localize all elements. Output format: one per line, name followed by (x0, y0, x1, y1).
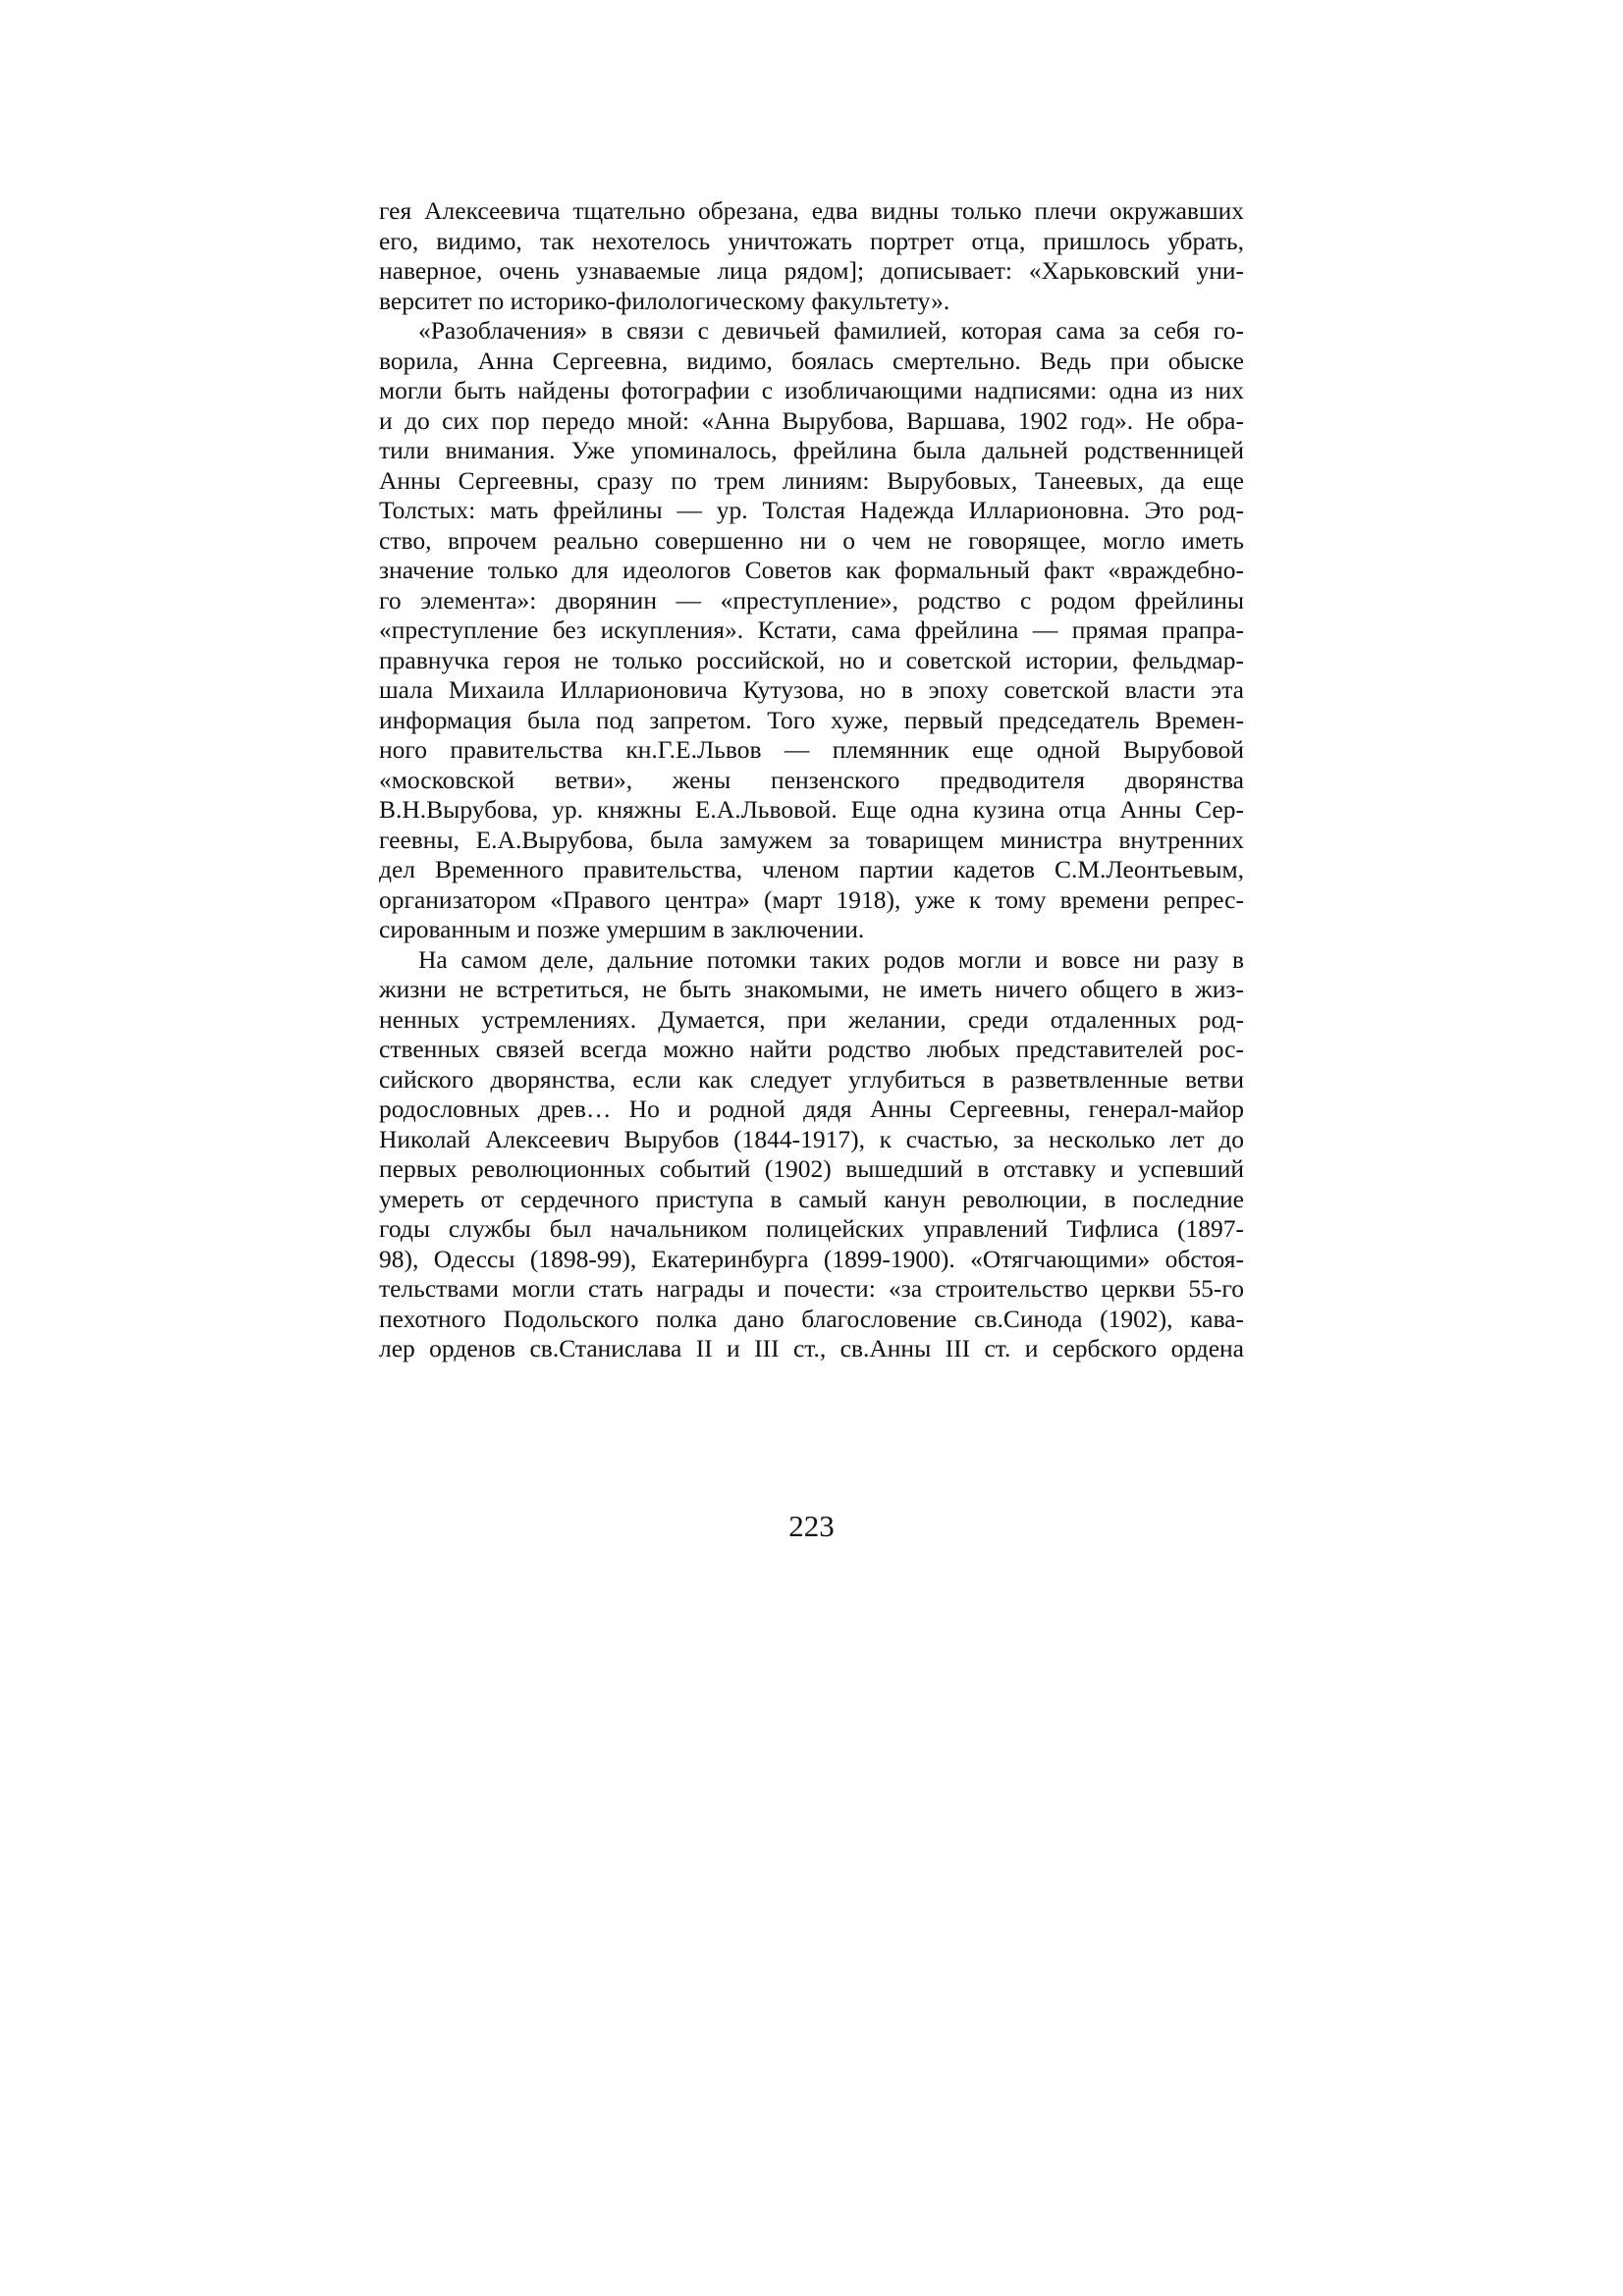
text-line: тили внимания. Уже упоминалось, фрейлина была дальней родственницей (379, 436, 1244, 464)
text-line: ненных устремлениях. Думается, при желании, среди отдаленных род- (379, 1004, 1244, 1034)
text-line: дел Временного правительства, членом партии кадетов С.М.Леонтьевым, (379, 855, 1244, 883)
text-line: его, видимо, так нехотелось уничтожать портрет отца, пришлось убрать, (379, 226, 1244, 255)
text-line: тельствами могли стать награды и почести: «за строительство церкви 55-го (379, 1274, 1244, 1303)
paragraph (379, 196, 1244, 316)
text-line: Толстых: мать фрейлины — ур. Толстая Надежда Илларионовна. Это род- (379, 496, 1244, 524)
text-line: «Разоблачения» в связи с девичьей фамилией, которая сама за себя го- (418, 316, 1244, 345)
text-line: «преступление без искупления». Кстати, сама фрейлина — прямая прапра- (379, 615, 1244, 644)
text-line: геевны, Е.А.Вырубова, была замужем за товарищем министра внутренних (379, 825, 1244, 854)
text-line: родословных древ… Но и родной дядя Анны Сергеевны, генерал-майор (379, 1095, 1244, 1123)
text-line: годы службы был начальником полицейских управлений Тифлиса (1897- (379, 1214, 1244, 1243)
body-text (379, 196, 1244, 1364)
text-line: пехотного Подольского полка дано благословение св.Синода (1902), кава- (379, 1304, 1244, 1333)
text-line: значение только для идеологов Советов как формальный факт «враждебно- (379, 556, 1244, 584)
text-line: наверное, очень узнаваемые лица рядом]; дописывает: «Харьковский уни- (379, 256, 1244, 285)
text-line: жизни не встретиться, не быть знакомыми, не иметь ничего общего в жиз- (379, 975, 1244, 1003)
text-line: «московской ветви», жены пензенского предводителя дворянства (379, 765, 1244, 794)
text-line: шала Михаила Илларионовича Кутузова, но в эпоху советской власти эта (379, 675, 1244, 704)
page-number: 223 (788, 1509, 835, 1543)
text-line: ного правительства кн.Г.Е.Львов — племянник еще одной Вырубовой (379, 735, 1244, 764)
text-line: 98), Одессы (1898-99), Екатеринбурга (1899-1900). «Отягчающими» обстоя- (379, 1244, 1244, 1273)
text-line: го элемента»: дворянин — «преступление», родство с родом фрейлины (379, 585, 1244, 614)
text-line: верситет по историко-филологическому факультету». (379, 286, 950, 315)
text-line: первых революционных событий (1902) вышедший в отставку и успевший (379, 1154, 1244, 1183)
paragraph (379, 945, 1244, 1364)
text-line: На самом деле, дальние потомки таких родов могли и вовсе ни разу в (418, 944, 1244, 974)
text-line: сийского дворянства, если как следует углубиться в разветвленные ветви (379, 1064, 1244, 1094)
text-line: и до сих пор передо мной: «Анна Вырубова, Варшава, 1902 год». Не обра- (379, 405, 1244, 435)
text-line: ство, впрочем реально совершенно ни о чем не говорящее, могло иметь (379, 525, 1244, 555)
text-line: ворила, Анна Сергеевна, видимо, боялась смертельно. Ведь при обыске (379, 346, 1244, 375)
text-line: Николай Алексеевич Вырубов (1844-1917), к счастью, за несколько лет до (379, 1124, 1244, 1153)
text-line: могли быть найдены фотографии с изобличающими надписями: одна из них (379, 376, 1244, 404)
text-line: ственных связей всегда можно найти родство любых представителей рос- (379, 1035, 1244, 1063)
text-line: умереть от сердечного приступа в самый канун революции, в последние (379, 1184, 1244, 1213)
text-line: правнучка героя не только российской, но и советской истории, фельдмар- (379, 645, 1244, 674)
text-line: лер орденов св.Станислава II и III ст., св.Анны III ст. и сербского ордена (379, 1334, 1244, 1362)
text-line: Анны Сергеевны, сразу по трем линиям: Вырубовых, Танеевых, да еще (379, 465, 1244, 495)
text-line: информация была под запретом. Того хуже, первый председатель Времен- (379, 705, 1244, 734)
text-line: организатором «Правого центра» (март 1918), уже к тому времени репрес- (379, 884, 1244, 914)
text-line: гея Алексеевича тщательно обрезана, едва видны только плечи окружавших (379, 196, 1244, 225)
paragraph (379, 316, 1244, 945)
text-line: сированным и позже умершим в заключении. (379, 915, 865, 943)
text-line: В.Н.Вырубова, ур. княжны Е.А.Львовой. Еще одна кузина отца Анны Сер- (379, 795, 1244, 824)
